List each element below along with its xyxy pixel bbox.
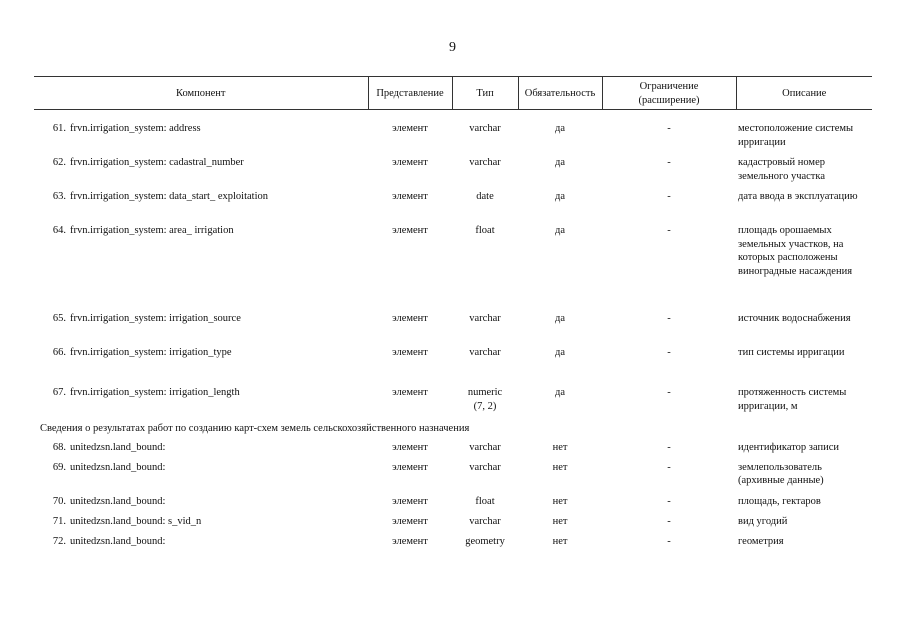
row-description: геометрия: [738, 535, 784, 547]
row-restriction: -: [667, 225, 671, 236]
row-type: float: [475, 225, 495, 236]
table-header-row: [34, 77, 872, 110]
row-component: unitedzsn.land_bound:: [70, 441, 166, 453]
row-description: кадастровый номер земельного участка: [738, 157, 825, 182]
row-mandatory: да: [555, 313, 566, 324]
row-type: date: [476, 191, 494, 202]
row-representation: элемент: [392, 535, 428, 547]
row-restriction: -: [667, 347, 671, 358]
row-description: источник водоснабжения: [738, 313, 851, 324]
row-description: дата ввода в эксплуатацию: [738, 191, 858, 202]
table-row: [34, 535, 872, 555]
table-row: [34, 441, 872, 461]
header-component: Компонент: [34, 77, 368, 110]
table-row: [34, 495, 872, 515]
table-row: [34, 386, 872, 420]
row-component: frvn.irrigation_system: address: [70, 123, 201, 134]
row-type: varchar: [469, 123, 501, 134]
row-restriction: -: [667, 387, 671, 398]
row-number: 67.: [52, 387, 66, 398]
row-component: frvn.irrigation_system: irrigation_type: [70, 347, 232, 358]
row-representation: элемент: [392, 461, 428, 473]
header-restriction-line1: Ограничение: [639, 81, 699, 92]
page-number: 9: [449, 40, 456, 55]
row-component: unitedzsn.land_bound:: [70, 461, 166, 473]
row-type: geometry: [465, 535, 505, 547]
row-restriction: -: [667, 535, 671, 547]
row-description: площадь, гектаров: [738, 495, 821, 507]
row-mandatory: да: [555, 347, 566, 358]
row-number: 72.: [52, 535, 66, 547]
header-description: Описание: [736, 77, 872, 110]
row-component: frvn.irrigation_system: cadastral_number: [70, 157, 244, 168]
table-row: [34, 461, 872, 495]
table-row: [34, 346, 872, 386]
row-type: numeric (7, 2): [467, 387, 503, 412]
row-mandatory: да: [555, 387, 566, 398]
row-mandatory: да: [555, 123, 566, 134]
row-description: тип системы ирригации: [738, 347, 845, 358]
row-type: varchar: [469, 461, 501, 473]
table-row: [34, 312, 872, 346]
row-representation: элемент: [392, 123, 428, 134]
section-title: Сведения о результатах работ по созданию карт-схем земель сельскохозяйственного назначения: [40, 423, 470, 434]
row-mandatory: нет: [552, 441, 568, 453]
table-row: [34, 190, 872, 224]
row-representation: элемент: [392, 157, 428, 168]
row-mandatory: нет: [552, 495, 568, 507]
row-number: 63.: [52, 191, 66, 202]
row-component: frvn.irrigation_system: data_start_ exploitation: [70, 191, 268, 202]
row-description: площадь орошаемых земельных участков, на которых расположены виноградные насаждения: [738, 225, 853, 277]
row-representation: элемент: [392, 515, 428, 527]
row-representation: элемент: [392, 495, 428, 507]
row-type: varchar: [469, 347, 501, 358]
row-restriction: -: [667, 461, 671, 473]
row-description: протяженность системы ирригации, м: [738, 387, 847, 412]
row-component: frvn.irrigation_system: irrigation_source: [70, 313, 241, 324]
row-type: varchar: [469, 157, 501, 168]
row-type: varchar: [469, 313, 501, 324]
row-component: unitedzsn.land_bound:: [70, 495, 166, 507]
row-mandatory: нет: [552, 535, 568, 547]
header-mandatory: Обязательность: [518, 77, 602, 110]
header-restriction-line2: (расширение): [638, 94, 700, 106]
row-description: местоположение системы ирригации: [738, 123, 854, 148]
row-mandatory: да: [555, 225, 566, 236]
row-type: float: [475, 495, 495, 507]
row-restriction: -: [667, 495, 671, 507]
table-row: [34, 156, 872, 190]
row-restriction: -: [667, 441, 671, 453]
table-row: [34, 224, 872, 312]
row-representation: элемент: [392, 441, 428, 453]
header-restriction: [602, 77, 736, 110]
table-row: [34, 122, 872, 156]
row-restriction: -: [667, 157, 671, 168]
row-mandatory: нет: [552, 515, 568, 527]
row-number: 71.: [52, 515, 66, 527]
row-number: 62.: [52, 157, 66, 168]
row-representation: элемент: [392, 225, 428, 236]
section-heading-row: [34, 420, 872, 441]
row-number: 65.: [52, 313, 66, 324]
row-restriction: -: [667, 191, 671, 202]
row-number: 66.: [52, 347, 66, 358]
row-representation: элемент: [392, 347, 428, 358]
row-number: 70.: [52, 495, 66, 507]
row-restriction: -: [667, 313, 671, 324]
row-description: идентификатор записи: [738, 441, 839, 453]
row-number: 64.: [52, 225, 66, 236]
row-restriction: -: [667, 123, 671, 134]
row-number: 61.: [52, 123, 66, 134]
header-spacer: [34, 110, 872, 123]
table-row: [34, 515, 872, 535]
row-component: unitedzsn.land_bound: s_vid_n: [70, 515, 202, 527]
header-representation: Представление: [368, 77, 452, 110]
header-type: Тип: [452, 77, 518, 110]
row-number: 69.: [52, 461, 66, 473]
row-mandatory: да: [555, 157, 566, 168]
row-restriction: -: [667, 515, 671, 527]
row-description: землепользователь (архивные данные): [738, 461, 824, 486]
data-elements-table: [34, 76, 872, 555]
row-component: unitedzsn.land_bound:: [70, 535, 166, 547]
row-type: varchar: [469, 515, 501, 527]
row-representation: элемент: [392, 191, 428, 202]
row-mandatory: да: [555, 191, 566, 202]
row-type: varchar: [469, 441, 501, 453]
row-component: frvn.irrigation_system: area_ irrigation: [70, 225, 234, 236]
row-representation: элемент: [392, 313, 428, 324]
row-number: 68.: [52, 441, 66, 453]
row-mandatory: нет: [552, 461, 568, 473]
row-component: frvn.irrigation_system: irrigation_length: [70, 387, 240, 398]
row-representation: элемент: [392, 387, 428, 398]
row-description: вид угодий: [738, 515, 788, 527]
